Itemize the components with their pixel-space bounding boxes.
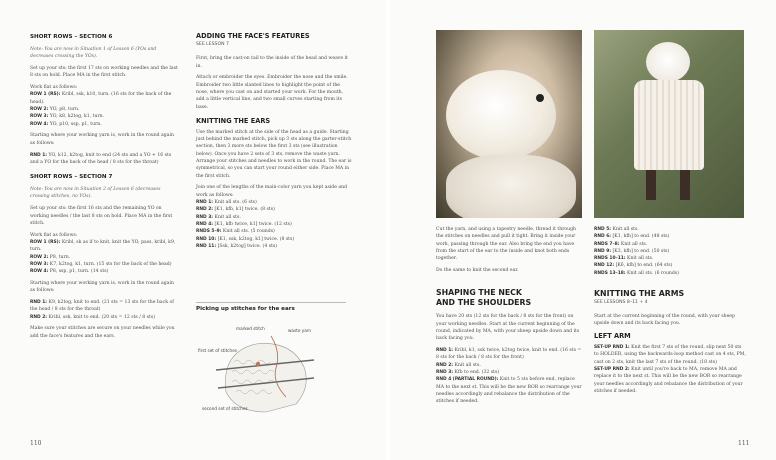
pattern-round: SET-UP RND 2: Knit until you're back to MA, remove MA and replace it to the next st. This will be the new BOR so rearrange your needles accordingly and rebalance the distribution of your stitches if needed. [594, 366, 743, 394]
marked-stitch-dot [256, 362, 260, 366]
shoulder-rounds [594, 226, 746, 277]
pattern-row: ROW 3: K7, k2tog, k1, turn. (15 sts for the back of the head) [30, 261, 172, 267]
pattern-row: ROW 1 (RS): Kribl, sk as if to knit, knit the YO, pass, kribl, k9, turn. [30, 239, 176, 253]
label-marked-stitch: marked stitch [236, 326, 265, 331]
pattern-round: RND 4: [K1, kfb twice, k1] twice. (12 sts) [196, 221, 292, 227]
pattern-round: RND 2: [K1, kfb, k1] twice. (8 sts) [196, 207, 275, 213]
section-6-work-flat: Work flat as follows: [30, 85, 78, 91]
pattern-row: ROW 4: YO, p10, ssp, p1, turn. [30, 121, 102, 127]
right-column-2 [594, 226, 746, 395]
ears-p2: Join one of the lengths of the main-color yarn you kept aside and work as follows: [196, 185, 348, 198]
ear-pickup-illustration [196, 322, 326, 422]
pattern-round: RND 1: Knit all sts. (6 sts) [196, 200, 257, 206]
section-7-note: Note: You are now in Situation 2 of Lesson 6 (decreases crossing stitches, no YOs). [30, 187, 161, 200]
pattern-round: RND 1: Kribl, k1, ssk twice, k2tog twice, knit to end. (16 sts = 8 sts for the back / 8 sts for the front) [436, 348, 582, 361]
neck-heading-line-1: SHAPING THE NECK [436, 288, 522, 298]
pattern-round: RNDS 5–9: Knit all sts. (5 rounds) [196, 229, 275, 235]
section-6-round-intro: Starting where your working yarn is, work in the round again as follows: [30, 133, 174, 146]
pattern-row: ROW 2: YO, p8, turn. [30, 107, 80, 113]
pattern-round: RND 12: [K6, kfb] to end. (64 sts) [594, 263, 673, 269]
arms-heading: KNITTING THE ARMS [594, 289, 685, 299]
face-features-heading: ADDING THE FACE'S FEATURES [196, 32, 310, 40]
section-7-setup: Set up your sts: the first 16 sts and the remaining YO on working needles / the last 8 sts on hold. Place MA in the first stitch. [30, 206, 173, 226]
section-6-rnd-1: RND 1: YO, k12, k2tog, knit to end (24 sts and a YO + 16 sts and a YO for the back of the head / 8 sts for the throat) [30, 152, 172, 165]
sheep-head-photo [436, 30, 582, 218]
ears-rounds [196, 199, 352, 250]
face-features-p1: First, bring the cast-on tail to the inside of the head and weave it in. [196, 56, 348, 69]
pattern-round: SET-UP RND 1: Knit the first 7 sts of the round, slip next 50 sts to HOLDER, using the backwards-loop method cast on 4 sts, PM, cast on 2 sts, knit the last 7 sts of the round. (18 sts) [594, 345, 746, 365]
sheep-full-photo [594, 30, 744, 218]
section-7-rnd-1: RND 1: K9, k2tog, knit to end. (21 sts = 13 sts for the back of the head / 8 sts for the throat) [30, 300, 174, 313]
neck-p1: You have 20 sts (12 sts for the back / 8 sts for the front) on your working needles. Start at the current beginning of the round, indicated by MA, with your sheep upside down and its back facing you. [436, 314, 580, 342]
left-page [0, 0, 386, 460]
figure-caption: Picking up stitches for the ears [196, 306, 295, 312]
label-first-set: first set of stitches [198, 348, 237, 353]
pattern-row: ROW 3: YO, k8, k2tog, k1, turn. [30, 114, 105, 120]
section-6-setup: Set up your sts: the first 17 sts on working needles and the last 8 sts on hold. Place MA in the first stitch. [30, 66, 178, 79]
pattern-round: RND 9: [K3, kfb] to end. (50 sts) [594, 248, 670, 254]
arms-subheading: SEE LESSONS 8–11 + 4 [594, 299, 648, 305]
label-second-set: second set of stitches [202, 406, 248, 411]
pattern-row: ROW 2: P8, turn. [30, 254, 71, 260]
pattern-round: RND 6: [K1, kfb] to end. (48 sts) [594, 234, 670, 240]
pattern-round: RND 4 (PARTIAL ROUND): Knit to 5 sts before end, replace MA to the next st. This will be the new BOR so rearrange your needles accordingly and rebalance the distribution of the stitches if needed. [436, 377, 582, 405]
arms-p1: Start at the current beginning of the round, with your sheep upside down and its back facing you. [594, 313, 735, 327]
section-6-rows [30, 91, 180, 127]
ears-p1: Use the marked stitch at the side of the head as a guide. Starting just behind the marked stitch, pick up 3 sts along the garter-stitch section, then 3 more sts below the first 3 sts (see illustration below). Once you have 2 sets of 3 sts, remove the waste yarn. Arrange your stitches and needles to work in the round. The ear is symmetrical, so you can start your round either side. Place MA in the first stitch. [196, 129, 352, 179]
pattern-round: RND 3: Kfb to end. (32 sts) [436, 370, 500, 376]
face-features-subheading: SEE LESSON 7 [196, 42, 229, 47]
left-arm-heading: LEFT ARM [594, 332, 631, 341]
face-features-p2: Attach or embroider the eyes. Embroider the nose and the smile. Embroider two little slanted lines to highlight the point of the nose, where you cast on and started your work. For the mouth, add a little vertical line, and two small curves starting from its base. [196, 75, 348, 110]
pattern-round: RND 3: Knit all sts. [196, 214, 241, 220]
ears-heading: KNITTING THE EARS [196, 116, 271, 125]
pattern-round: RND 11: [Ssk, k2tog] twice. (4 sts) [196, 243, 278, 249]
label-waste-yarn: waste yarn [288, 328, 312, 333]
pattern-round: RNDS 7–8: Knit all sts. [594, 241, 648, 247]
left-arm-rows [594, 344, 746, 395]
sheep-eye [536, 94, 544, 102]
finish-ear-p1: Cut the yarn, and using a tapestry needle, thread it through the stitches on needles and pull it tight. Bring it inside your work, passing through the ear. Also bring the end you have from the start of the ear to the inside and knot both ends together. [436, 227, 577, 262]
right-page-number: 111 [738, 440, 750, 447]
neck-heading-line-2: AND THE SHOULDERS [436, 297, 532, 307]
section-7-rnd-2: RND 2: Kribl, ssk, knit to end. (20 sts = 12 sts / 8 sts) [30, 314, 155, 320]
pattern-row: ROW 4: P8, ssp, p1, turn. (14 sts) [30, 269, 109, 275]
right-column-1 [436, 226, 584, 406]
section-7-work-flat: Work flat as follows: [30, 232, 78, 238]
section-6-heading: SHORT ROWS – SECTION 6 [30, 34, 113, 40]
pattern-round: RND 5: Knit all sts. [594, 227, 639, 232]
right-page [390, 0, 776, 460]
pattern-round: RNDS 10–11: Knit all sts. [594, 256, 654, 262]
section-6-note: Note: You are now in Situation 1 of Lesson 6 (YOs and decreases crossing the YOs). [30, 47, 157, 60]
section-7-round-intro: Starting where your working yarn is, work in the round again as follows: [30, 280, 174, 294]
neck-rounds [436, 347, 584, 405]
left-column-1 [30, 34, 180, 345]
figure-rule [196, 302, 346, 303]
section-7-rows [30, 239, 180, 275]
pattern-round: RND 10: [K1, ssk, k2tog, k1] twice. (8 sts) [196, 236, 295, 242]
pattern-round: RNDS 13–18: Knit all sts. (6 rounds) [594, 270, 679, 276]
finish-ear-p2: Do the same to knit the second ear. [436, 267, 519, 273]
pattern-row: ROW 1 (RS): Kribl, ssk, k10, turn. (16 sts for the back of the head). [30, 92, 172, 105]
section-7-heading: SHORT ROWS – SECTION 7 [30, 174, 113, 181]
pattern-round: RND 2: Knit all sts. [436, 362, 481, 368]
left-column-2 [196, 32, 352, 250]
section-7-closing: Make sure your stitches are secure on your needles while you add the face's features and the ears. [30, 326, 175, 339]
left-page-number: 110 [30, 440, 42, 447]
